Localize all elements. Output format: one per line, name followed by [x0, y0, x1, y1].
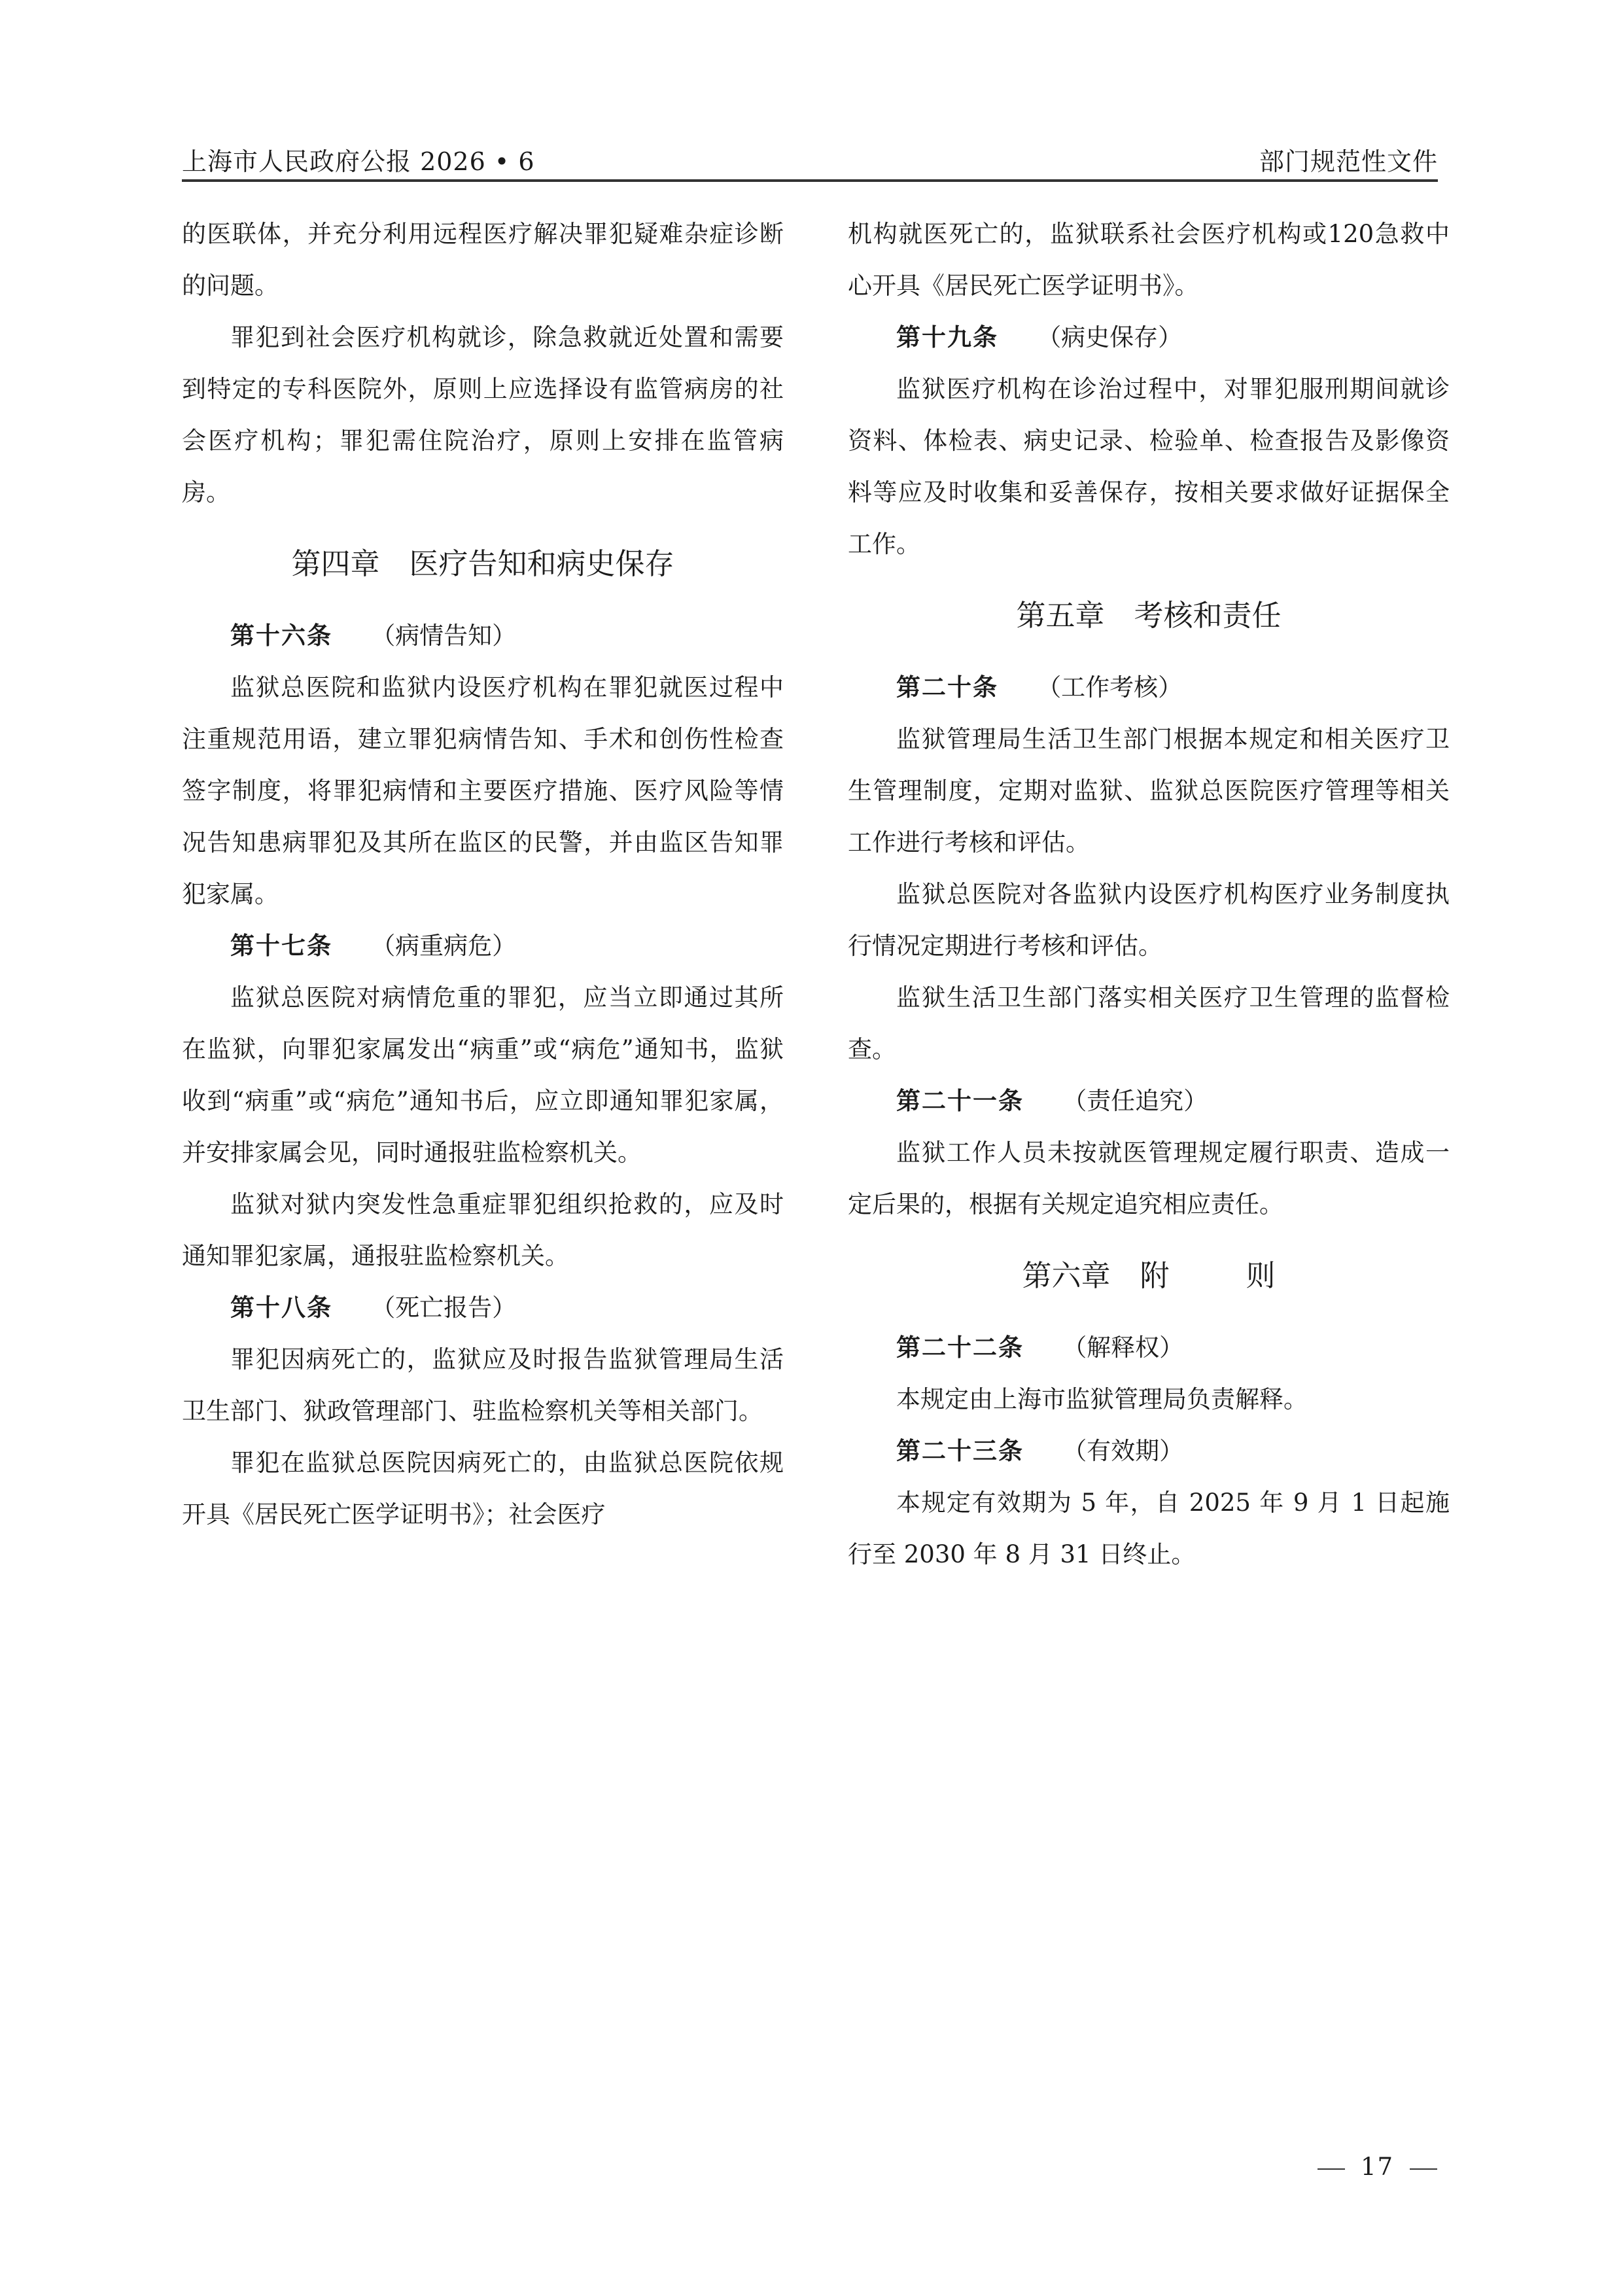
paragraph: 本规定有效期为 5 年，自 2025 年 9 月 1 日起施行至 2030 年 8 月 31 日终止。	[848, 1489, 1450, 1568]
article-heading-19	[848, 311, 1450, 363]
chapter-number: 第五章	[1016, 598, 1105, 633]
page-number	[1302, 2153, 1453, 2181]
paragraph: 监狱总医院对各监狱内设医疗机构医疗业务制度执行情况定期进行考核和评估。	[848, 880, 1450, 960]
chapter-heading-4	[182, 544, 784, 584]
article-title: （病重病危）	[371, 932, 517, 960]
chapter-title-part: 则	[1246, 1258, 1276, 1293]
article-number: 第十九条	[896, 323, 998, 351]
article-number: 第十七条	[230, 931, 332, 960]
chapter-heading-5	[848, 596, 1450, 635]
paragraph: 监狱对狱内突发性急重症罪犯组织抢救的，应及时通知罪犯家属，通报驻监检察机关。	[182, 1190, 784, 1270]
paragraph: 监狱工作人员未按就医管理规定履行职责、造成一定后果的，根据有关规定追究相应责任。	[848, 1139, 1450, 1218]
article-title: （责任追究）	[1062, 1087, 1208, 1115]
chapter-title: 考核和责任	[1134, 598, 1282, 633]
article-title: （有效期）	[1062, 1437, 1184, 1465]
article-heading-17	[182, 920, 784, 972]
publication-title: 上海市人民政府公报 2026 • 6	[182, 147, 535, 176]
article-heading-21	[848, 1075, 1450, 1127]
article-heading-20	[848, 662, 1450, 713]
article-number: 第二十一条	[896, 1086, 1024, 1115]
paragraph: 监狱医疗机构在诊治过程中，对罪犯服刑期间就诊资料、体检表、病史记录、检验单、检查报告及影像资料等应及时收集和妥善保存，按相关要求做好证据保全工作。	[848, 375, 1450, 558]
page-number-value: 17	[1361, 2153, 1395, 2181]
paragraph: 监狱管理局生活卫生部门根据本规定和相关医疗卫生管理制度，定期对监狱、监狱总医院医疗管理等相关工作进行考核和评估。	[848, 725, 1450, 857]
chapter-number: 第四章	[291, 546, 380, 581]
paragraph: 罪犯到社会医疗机构就诊，除急救就近处置和需要到特定的专科医院外，原则上应选择设有监管病房的社会医疗机构；罪犯需住院治疗，原则上安排在监管病房。	[182, 323, 784, 506]
article-number: 第十六条	[230, 621, 332, 650]
article-number: 第二十三条	[896, 1436, 1024, 1465]
left-column	[182, 208, 784, 1540]
article-number: 第二十二条	[896, 1333, 1024, 1362]
article-heading-16	[182, 610, 784, 662]
article-heading-18	[182, 1282, 784, 1333]
paragraph: 罪犯因病死亡的，监狱应及时报告监狱管理局生活卫生部门、狱政管理部门、驻监检察机关等相关部门。	[182, 1345, 784, 1425]
article-title: （死亡报告）	[371, 1294, 517, 1322]
chapter-heading-6	[848, 1256, 1450, 1296]
section-title: 部门规范性文件	[1259, 147, 1438, 176]
page-header	[182, 136, 1438, 182]
right-column	[848, 208, 1450, 1580]
article-title: （病情告知）	[371, 622, 517, 650]
paragraph: 机构就医死亡的，监狱联系社会医疗机构或120急救中心开具《居民死亡医学证明书》。	[848, 220, 1450, 300]
article-title: （工作考核）	[1037, 673, 1183, 701]
paragraph: 监狱总医院和监狱内设医疗机构在罪犯就医过程中注重规范用语，建立罪犯病情告知、手术和创伤性检查签字制度，将罪犯病情和主要医疗措施、医疗风险等情况告知患病罪犯及其所在监区的民警，并由监区告知罪犯家属。	[182, 673, 784, 908]
article-title: （病史保存）	[1037, 323, 1183, 351]
dash-decoration	[1410, 2168, 1437, 2170]
paragraph: 监狱总医院对病情危重的罪犯，应当立即通过其所在监狱，向罪犯家属发出“病重”或“病危”通知书，监狱收到“病重”或“病危”通知书后，应立即通知罪犯家属，并安排家属会见，同时通报驻监检察机关。	[182, 983, 784, 1167]
paragraph: 监狱生活卫生部门落实相关医疗卫生管理的监督检查。	[848, 983, 1450, 1063]
paragraph: 本规定由上海市监狱管理局负责解释。	[896, 1385, 1308, 1413]
article-number: 第十八条	[230, 1293, 332, 1322]
article-heading-22	[848, 1322, 1450, 1373]
chapter-number: 第六章	[1022, 1258, 1111, 1293]
paragraph: 罪犯在监狱总医院因病死亡的，由监狱总医院依规开具《居民死亡医学证明书》；社会医疗	[182, 1449, 784, 1528]
article-number: 第二十条	[896, 673, 998, 701]
article-heading-23	[848, 1425, 1450, 1477]
dash-decoration	[1318, 2168, 1345, 2170]
chapter-title: 医疗告知和病史保存	[409, 546, 674, 581]
chapter-title-part: 附	[1140, 1258, 1170, 1293]
article-title: （解释权）	[1062, 1333, 1184, 1362]
paragraph: 的医联体，并充分利用远程医疗解决罪犯疑难杂症诊断的问题。	[182, 220, 784, 300]
